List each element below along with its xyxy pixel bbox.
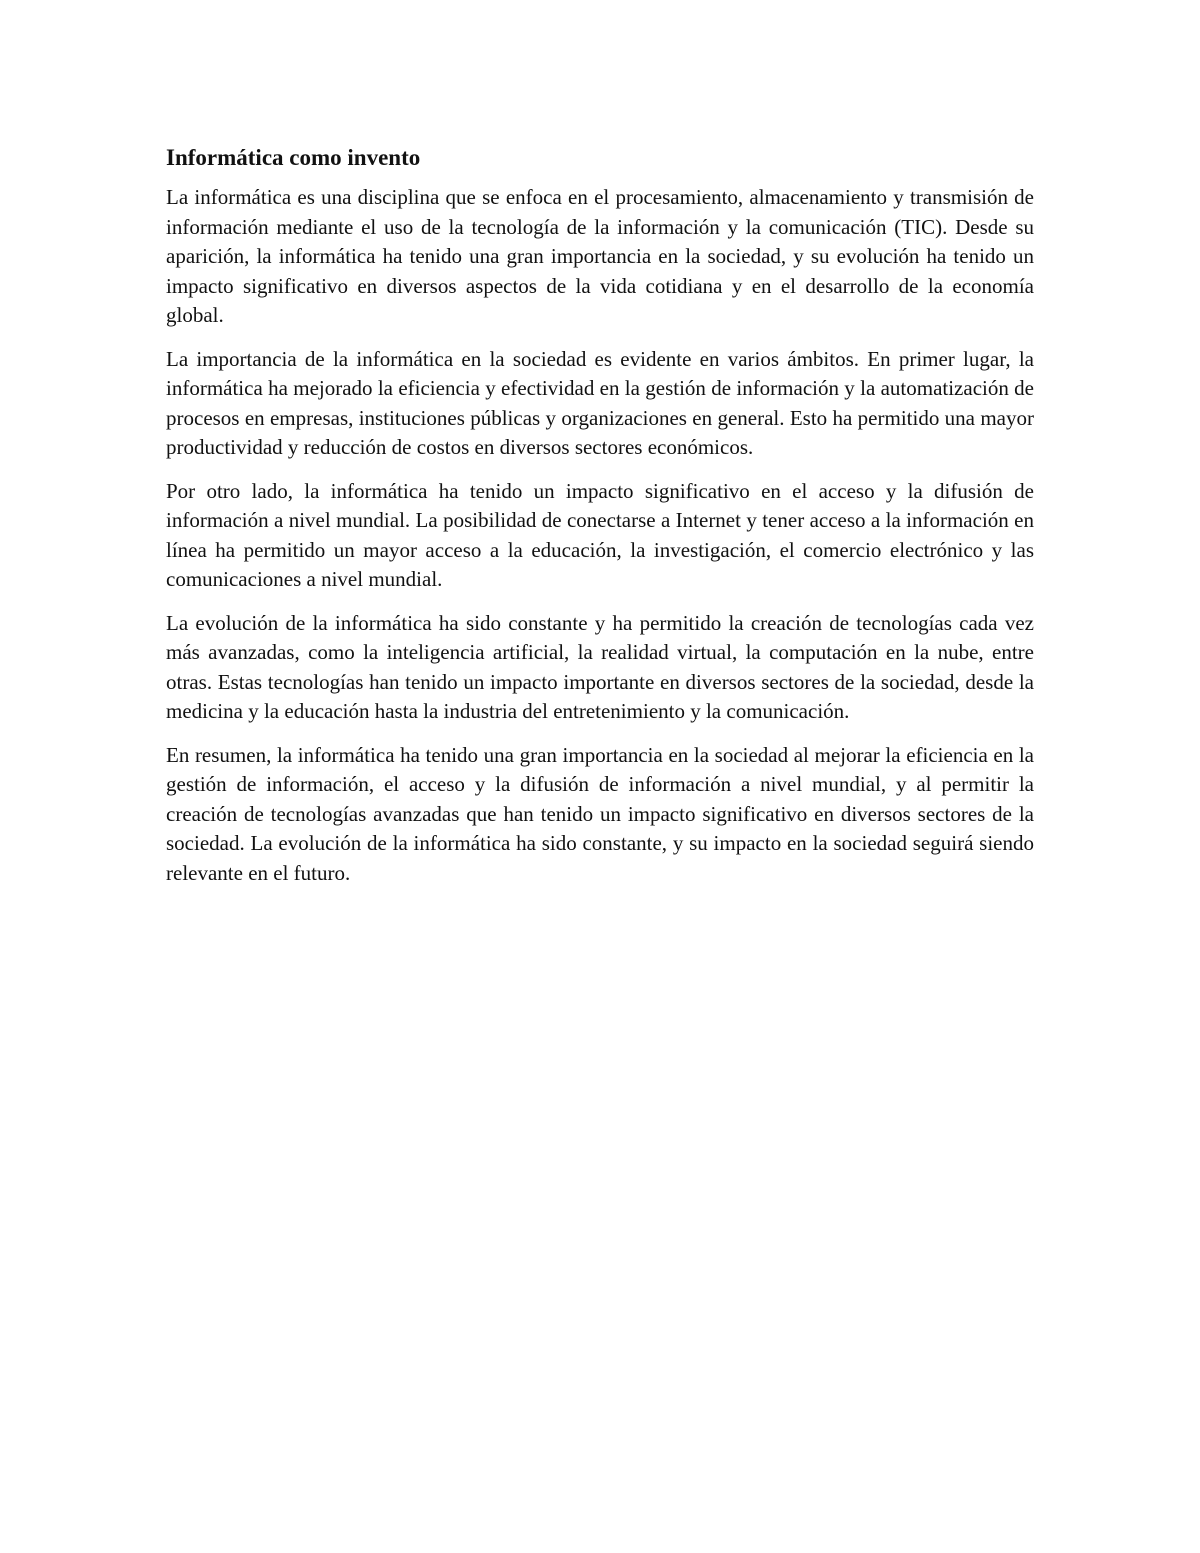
paragraph-5: En resumen, la informática ha tenido una gran importancia en la sociedad al mejorar la eficiencia en la gestión de información, el acceso y la difusión de información a nivel mundial, y al permitir la creación de tecnologías avanzadas que han tenido un impacto significativo en diversos sectores de la sociedad. La evolución de la informática ha sido constante, y su impacto en la sociedad seguirá siendo relevante en el futuro. (166, 742, 1034, 885)
paragraph-1: La informática es una disciplina que se enfoca en el procesamiento, almacenamiento y transmisión de información mediante el uso de la tecnología de la información y la comunicación (TIC). Desde su aparición, la informática ha tenido una gran importancia en la sociedad, y su evolución ha tenido un impacto significativo en diversos aspectos de la vida cotidiana y en el desarrollo de la economía global. (166, 185, 1034, 327)
document-title: Informática como invento (166, 145, 421, 170)
paragraph-4: La evolución de la informática ha sido constante y ha permitido la creación de tecnologías cada vez más avanzadas, como la inteligencia artificial, la realidad virtual, la computación en la nube, entre otras. Estas tecnologías han tenido un impacto importante en diversos sectores de la sociedad, desde la medicina y la educación hasta la industria del entretenimiento y la comunicación. (166, 610, 1034, 723)
document-body (166, 141, 1034, 902)
paragraph-3: Por otro lado, la informática ha tenido un impacto significativo en el acceso y la difusión de información a nivel mundial. La posibilidad de conectarse a Internet y tener acceso a la información en línea ha permitido un mayor acceso a la educación, la investigación, el comercio electrónico y las comunicaciones a nivel mundial. (166, 478, 1034, 591)
paragraph-2: La importancia de la informática en la sociedad es evidente en varios ámbitos. En primer lugar, la informática ha mejorado la eficiencia y efectividad en la gestión de información y la automatización de procesos en empresas, instituciones públicas y organizaciones en general. Esto ha permitido una mayor productividad y reducción de costos en diversos sectores económicos. (166, 346, 1034, 459)
